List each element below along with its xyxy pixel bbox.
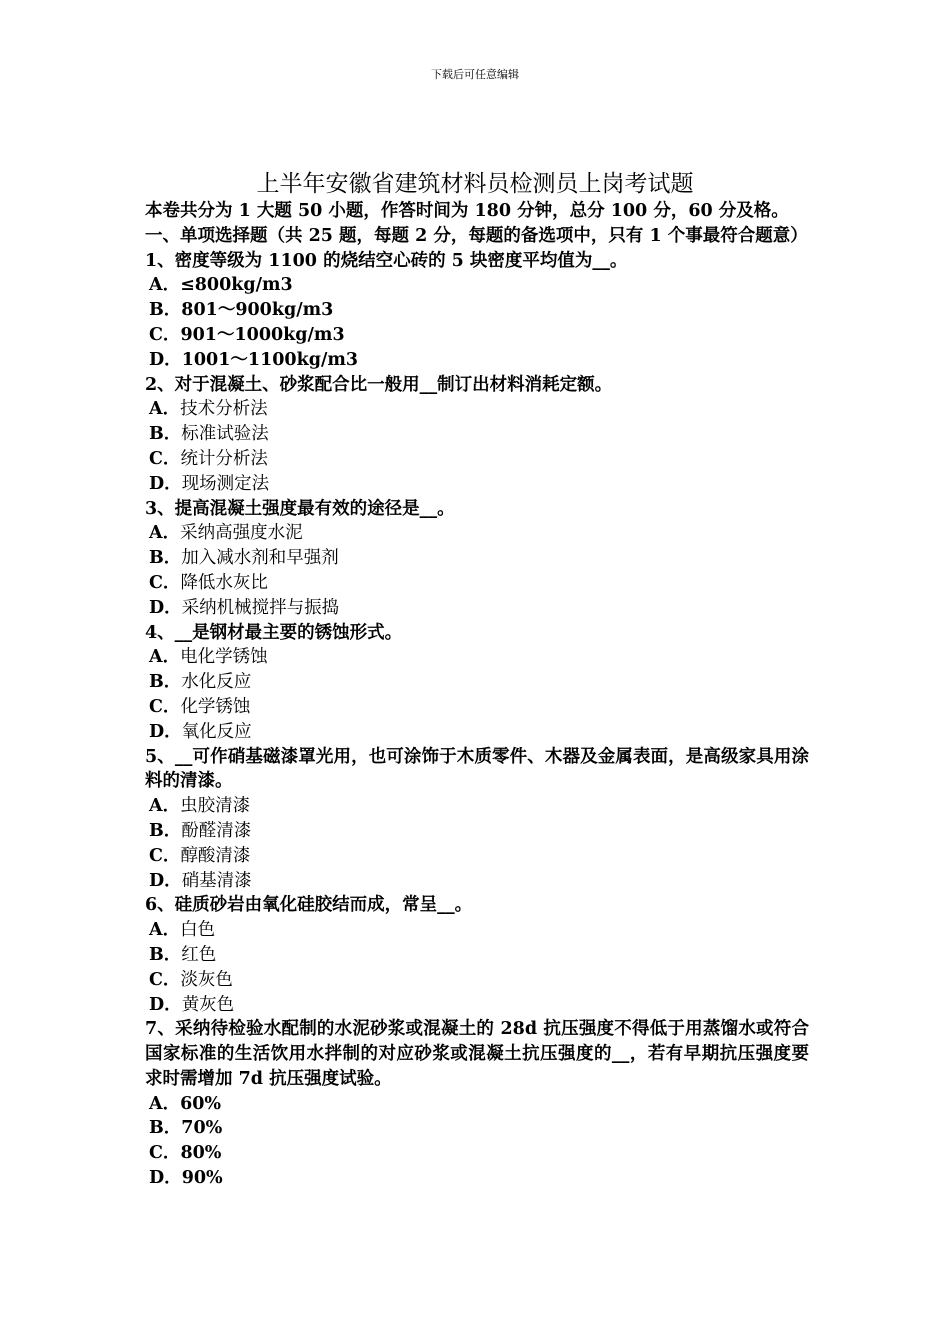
option-key: D． [149,349,182,370]
answer-option [145,596,809,621]
answer-option [145,447,809,472]
answer-option [145,844,809,869]
option-text: 酚醛清漆 [181,820,252,841]
answer-option [145,422,809,447]
option-key: D． [149,1168,182,1189]
option-text: 现场测定法 [181,473,270,494]
option-text: 标准试验法 [181,424,269,445]
option-key: C． [149,845,181,866]
section-heading: 一、单项选择题（共 25 题，每题 2 分，每题的备选项中，只有 1 个事最符合题意） [145,225,808,246]
option-key: D． [149,721,182,742]
option-text: 红色 [181,944,217,965]
option-text: 901～1000kg/m3 [180,324,345,345]
answer-option [145,794,809,819]
question-stem: 6、硅质砂岩由氧化硅胶结而成，常呈__。 [145,895,473,916]
answer-option [145,546,809,571]
option-text: 统计分析法 [180,448,268,469]
answer-option [145,993,809,1018]
question-stem: 1、密度等级为 1100 的烧结空心砖的 5 块密度平均值为__。 [145,250,628,271]
answer-option [145,695,809,720]
answer-option [145,1166,809,1191]
option-text: 硝基清漆 [181,870,252,891]
option-text: 70% [181,1118,223,1139]
option-key: A． [149,399,181,420]
answer-option [145,1092,809,1117]
option-text: 虫胶清漆 [180,796,251,817]
option-text: 加入减水剂和早强剂 [181,548,339,569]
option-key: B． [149,672,182,693]
option-key: C． [149,572,181,593]
question-stem: 3、提高混凝土强度最有效的途径是__。 [145,498,455,519]
answer-option [145,869,809,894]
question-item [145,745,809,894]
answer-option [145,323,809,348]
answer-option [145,918,809,943]
option-key: A． [149,920,181,941]
document-title: 上半年安徽省建筑材料员检测员上岗考试题 [256,171,694,198]
answer-option [145,348,809,373]
answer-option [145,943,809,968]
option-text: 淡灰色 [180,969,233,990]
option-text: 1001～1100kg/m3 [181,349,359,370]
header-note: 下载后可任意编辑 [431,68,519,81]
option-text: 采纳机械搅拌与振捣 [181,597,340,618]
option-text: 电化学锈蚀 [180,647,268,668]
option-key: A． [149,796,181,817]
option-key: B． [149,548,182,569]
option-key: B． [149,300,182,321]
option-text: 水化反应 [181,672,252,693]
answer-option [145,273,809,298]
option-text: 白色 [180,920,216,941]
question-item [145,373,809,497]
option-key: A． [149,523,181,544]
question-item [145,621,809,745]
answer-option [145,720,809,745]
option-text: 80% [180,1143,222,1164]
option-text: 技术分析法 [180,399,268,420]
document-body [145,199,809,1191]
answer-option [145,645,809,670]
option-key: B． [149,424,182,445]
question-stem: 7、采纳待检验水配制的水泥砂浆或混凝土的 28d 抗压强度不得低于用蒸馏水或符合国家标准的生活饮用水拌制的对应砂浆或混凝土抗压强度的__，若有早期抗压强度要求时需增加 7d 抗压强度试验。 [145,1019,809,1089]
option-key: D． [149,994,182,1015]
question-item [145,249,809,373]
option-text: 化学锈蚀 [180,696,251,717]
question-stem: 4、__是钢材最主要的锈蚀形式。 [145,622,403,643]
answer-option [145,521,809,546]
answer-option [145,819,809,844]
option-text: 801～900kg/m3 [181,300,334,321]
option-key: C． [149,448,181,469]
question-list [145,249,809,1191]
option-key: C． [149,696,181,717]
option-text: 降低水灰比 [180,572,268,593]
answer-option [145,670,809,695]
option-key: B． [149,944,182,965]
option-text: ≤800kg/m3 [180,275,293,296]
answer-option [145,397,809,422]
option-text: 90% [181,1168,223,1189]
option-text: 醇酸清漆 [180,845,251,866]
option-key: A． [149,1093,181,1114]
option-key: D． [149,597,182,618]
answer-option [145,1141,809,1166]
option-key: D． [149,870,182,891]
option-key: C． [149,1143,181,1164]
option-key: A． [149,647,181,668]
option-key: B． [149,1118,182,1139]
option-text: 氧化反应 [181,721,252,742]
answer-option [145,571,809,596]
question-stem: 2、对于混凝土、砂浆配合比一般用__制订出材料消耗定额。 [145,374,613,395]
option-key: D． [149,473,182,494]
answer-option [145,298,809,323]
option-text: 采纳高强度水泥 [180,523,303,544]
intro-text: 本卷共分为 1 大题 50 小题，作答时间为 180 分钟，总分 100 分，60 分及格。 [145,201,789,221]
option-text: 黄灰色 [181,994,235,1015]
option-key: A． [149,275,181,296]
question-item [145,893,809,1017]
question-item [145,1017,809,1191]
option-key: C． [149,969,181,990]
question-stem: 5、__可作硝基磁漆罩光用，也可涂饰于木质零件、木器及金属表面，是高级家具用涂料的清漆。 [145,746,809,792]
answer-option [145,472,809,497]
option-key: B． [149,820,182,841]
option-text: 60% [180,1093,222,1114]
question-item [145,497,809,621]
answer-option [145,1116,809,1141]
option-key: C． [149,324,181,345]
answer-option [145,968,809,993]
